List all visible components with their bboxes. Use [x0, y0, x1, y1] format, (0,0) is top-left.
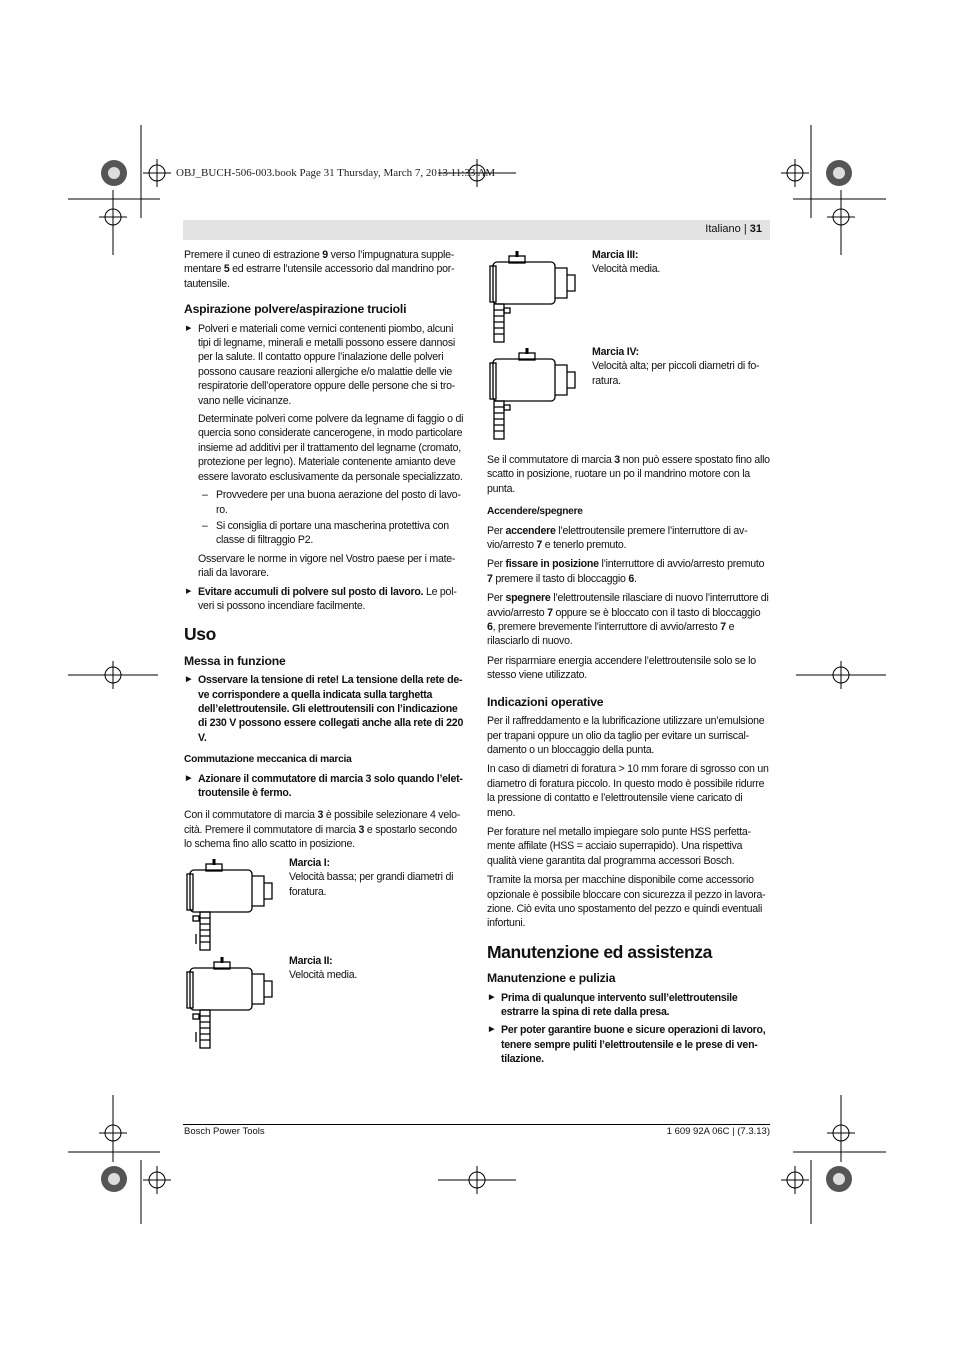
intro-ref5: 5: [223, 263, 230, 276]
clean-bullet-1: ▶ Prima di qualunque intervento sull’elettroutensile estrarre la spina di rete dalla presa.: [487, 991, 770, 1020]
off-ref6: 6: [487, 621, 493, 634]
uso-heading: Uso: [184, 624, 216, 645]
gear-3-text: [592, 248, 772, 277]
gear-3-title: Marcia III:: [592, 249, 639, 261]
dash-item-ventilation: – Provvedere per una buona aerazione del posto di lavoro.: [184, 488, 466, 517]
lock-ref7: 7: [487, 572, 493, 585]
off-bold: spegnere: [505, 592, 551, 605]
lock-t1: l’interruttore di avvio/arresto premuto: [598, 558, 765, 571]
intro-paragraph: [184, 248, 466, 291]
footer-right: 1 609 92A 06C | (7.3.13): [666, 1126, 770, 1137]
left-column: [184, 248, 466, 857]
gear-2-title: Marcia II:: [289, 955, 333, 967]
running-header-label: [705, 223, 762, 235]
intro-ref9: 9: [322, 249, 328, 261]
lock-t2: premere il tasto di bloccaggio: [492, 572, 629, 585]
footer-left: Bosch Power Tools: [184, 1126, 265, 1137]
ind-heading: Indicazioni operative: [487, 694, 604, 709]
gear-1-text: [289, 856, 469, 899]
lock-bold: fissare in posizione: [505, 558, 599, 571]
gear-3: [487, 248, 772, 348]
comm-t2: e spostarlo secondo lo schema fino allo scatto in posizione.: [184, 823, 457, 851]
on-bold: accendere: [505, 524, 556, 537]
shift-t1: non può essere spostato fino allo scatto in posizione, ruotare un po il mandrino motore con la punta.: [487, 454, 770, 495]
running-header: [183, 220, 770, 240]
header-language: Italiano: [705, 223, 741, 235]
intro-t0: Premere il cuneo di estrazione: [184, 249, 323, 261]
dust-bullet: ▶ Polveri e materiali come vernici contenenti piombo, alcuni tipi di legname, minerali e metalli possono essere dannosi per la salute. Il contatto oppure l’inalazione delle polveri possono causare reazioni allergiche e/o malattie delle vie respiratorie dell’operatore oppure delle persone che si trovano nelle vicinanze.: [184, 322, 466, 408]
footer-rule: [183, 1124, 770, 1125]
clean-heading: Manutenzione e pulizia: [487, 971, 616, 986]
comm-heading: Commutazione meccanica di marcia: [184, 754, 352, 766]
on-t0: Per: [487, 524, 506, 537]
lock-t0: Per: [487, 558, 506, 571]
intro-t2: ed estrarre l’utensile accessorio dal mandrino portautensile.: [184, 263, 455, 290]
lock-t3: .: [634, 572, 637, 585]
ind-paragraph-2: In caso di diametri di foratura > 10 mm forare di sgrosso con un diametro di foratura piccolo. In questo modo è possibile ridurre la pressione di contatto e l’elettroutensile viene caricato di meno.: [487, 763, 769, 819]
gear-3-desc: Velocità media.: [592, 263, 661, 276]
print-header: OBJ_BUCH-506-003.book Page 31 Thursday, March 7, 2013 11:33 AM: [176, 167, 496, 179]
on-t1: l’elettroutensile premere l’interruttore di avvio/arresto: [487, 524, 748, 552]
ind-paragraph-4: Tramite la morsa per macchine disponibile come accessorio opzionale è possibile bloccare con sicurezza il pezzo in lavorazione. Ciò evita uno spostamento del pezzo e quindi eventuali infortuni.: [487, 874, 766, 930]
shift-paragraph: [487, 453, 770, 496]
maint-heading: Manutenzione ed assistenza: [487, 941, 712, 962]
off-t3: , premere brevemente l’interruttore di avvio/arresto: [492, 621, 721, 634]
comm-ref3b: 3: [358, 823, 365, 836]
off-ref7b: 7: [720, 621, 726, 634]
observe-paragraph: Osservare le norme in vigore nel Vostro paese per i materiali da lavorare.: [198, 552, 456, 580]
drill-gear-2-icon: [184, 954, 279, 1054]
off-t0: Per: [487, 592, 506, 605]
drill-gear-4-icon: [487, 345, 582, 445]
gear-1-desc: Velocità bassa; per grandi diametri di foratura.: [289, 871, 454, 898]
dust-continuation: Determinate polveri come polvere da legname di faggio o di quercia sono considerate cancerogene, in modo particolare insieme ad additivi per il trattamento del legname (cromato, protezione per legno). Materiale contenente amianto deve essere lavorato esclusivamente da personale specializzato.: [198, 413, 464, 483]
avoid-dust-bullet: [184, 585, 466, 614]
lock-paragraph: [487, 557, 770, 586]
comm-paragraph: [184, 808, 466, 851]
gear-4: [487, 345, 772, 445]
gear-4-title: Marcia IV:: [592, 346, 639, 358]
messa-bullet: ▶ Osservare la tensione di rete! La tensione della rete deve corrispondere a quella indicata sulla targhetta dell’elettroutensile. Gli elettroutensili con l’indicazione di 230 V possono essere collegati anche alla rete di 220 V.: [184, 673, 466, 745]
header-separator: |: [743, 223, 747, 235]
gear-4-desc: Velocità alta; per piccoli diametri di foratura.: [592, 360, 760, 387]
off-t1: l’elettroutensile rilasciare di nuovo l’interruttore di avvio/arresto: [487, 592, 769, 619]
gear-1-title: Marcia I:: [289, 857, 330, 869]
shift-t0: Se il commutatore di marcia: [487, 454, 615, 466]
energy-paragraph: Per risparmiare energia accendere l’elettroutensile solo se lo stesso viene utilizzato.: [487, 654, 756, 682]
gear-1: [184, 856, 469, 956]
off-t4: e rilasciarlo di nuovo.: [487, 621, 735, 648]
off-t2: oppure se è bloccato con il tasto di bloccaggio: [552, 606, 761, 619]
page-number: 31: [749, 223, 762, 235]
comm-ref3a: 3: [317, 809, 324, 822]
onoff-heading: Accendere/spegnere: [487, 506, 583, 518]
right-column: [487, 453, 770, 1071]
avoid-dust-bold: Evitare accumuli di polvere sul posto di lavoro.: [198, 585, 424, 598]
on-ref7: 7: [536, 539, 543, 552]
gear-2-text: [289, 954, 469, 983]
ind-paragraph-3: Per forature nel metallo impiegare solo punte HSS perfettamente affilate (HSS = acciaio superrapido). Una rispettiva qualità viene garantita dal programma accessori Bosch.: [487, 825, 752, 867]
comm-t1: è possibile selezionare 4 velocità. Premere il commutatore di marcia: [184, 809, 461, 836]
off-ref7a: 7: [547, 606, 553, 619]
lock-ref6: 6: [628, 572, 634, 585]
clean-bullet-2: ▶ Per poter garantire buone e sicure operazioni di lavoro, tenere sempre puliti l’elettroutensile e le prese di ventilazione.: [487, 1023, 770, 1066]
on-t2: e tenerlo premuto.: [542, 539, 627, 552]
comm-t0: Con il commutatore di marcia: [184, 809, 318, 822]
messa-heading: Messa in funzione: [184, 653, 286, 668]
shift-ref3: 3: [614, 454, 620, 466]
drill-gear-3-icon: [487, 248, 582, 348]
drill-gear-1-icon: [184, 856, 279, 956]
dust-heading: Aspirazione polvere/aspirazione trucioli: [184, 302, 407, 317]
off-paragraph: [487, 591, 770, 649]
intro-t1: verso l’impugnatura supplementare: [184, 249, 455, 276]
ind-paragraph-1: Per il raffreddamento e la lubrificazione utilizzare un’emulsione per trapani oppure un olio da taglio per evitare un surriscaldamento o un bloccaggio della punta.: [487, 715, 765, 756]
gear-2: [184, 954, 469, 1054]
avoid-dust-rest: Le polveri si possono incendiare facilmente.: [198, 585, 457, 612]
gear-2-desc: Velocità media.: [289, 969, 358, 982]
dash-item-mask: – Si consiglia di portare una mascherina protettiva con classe di filtraggio P2.: [184, 519, 466, 548]
on-paragraph: [487, 524, 770, 553]
gear-4-text: [592, 345, 772, 388]
comm-bullet: ▶ Azionare il commutatore di marcia 3 solo quando l’elettroutensile è fermo.: [184, 772, 466, 801]
